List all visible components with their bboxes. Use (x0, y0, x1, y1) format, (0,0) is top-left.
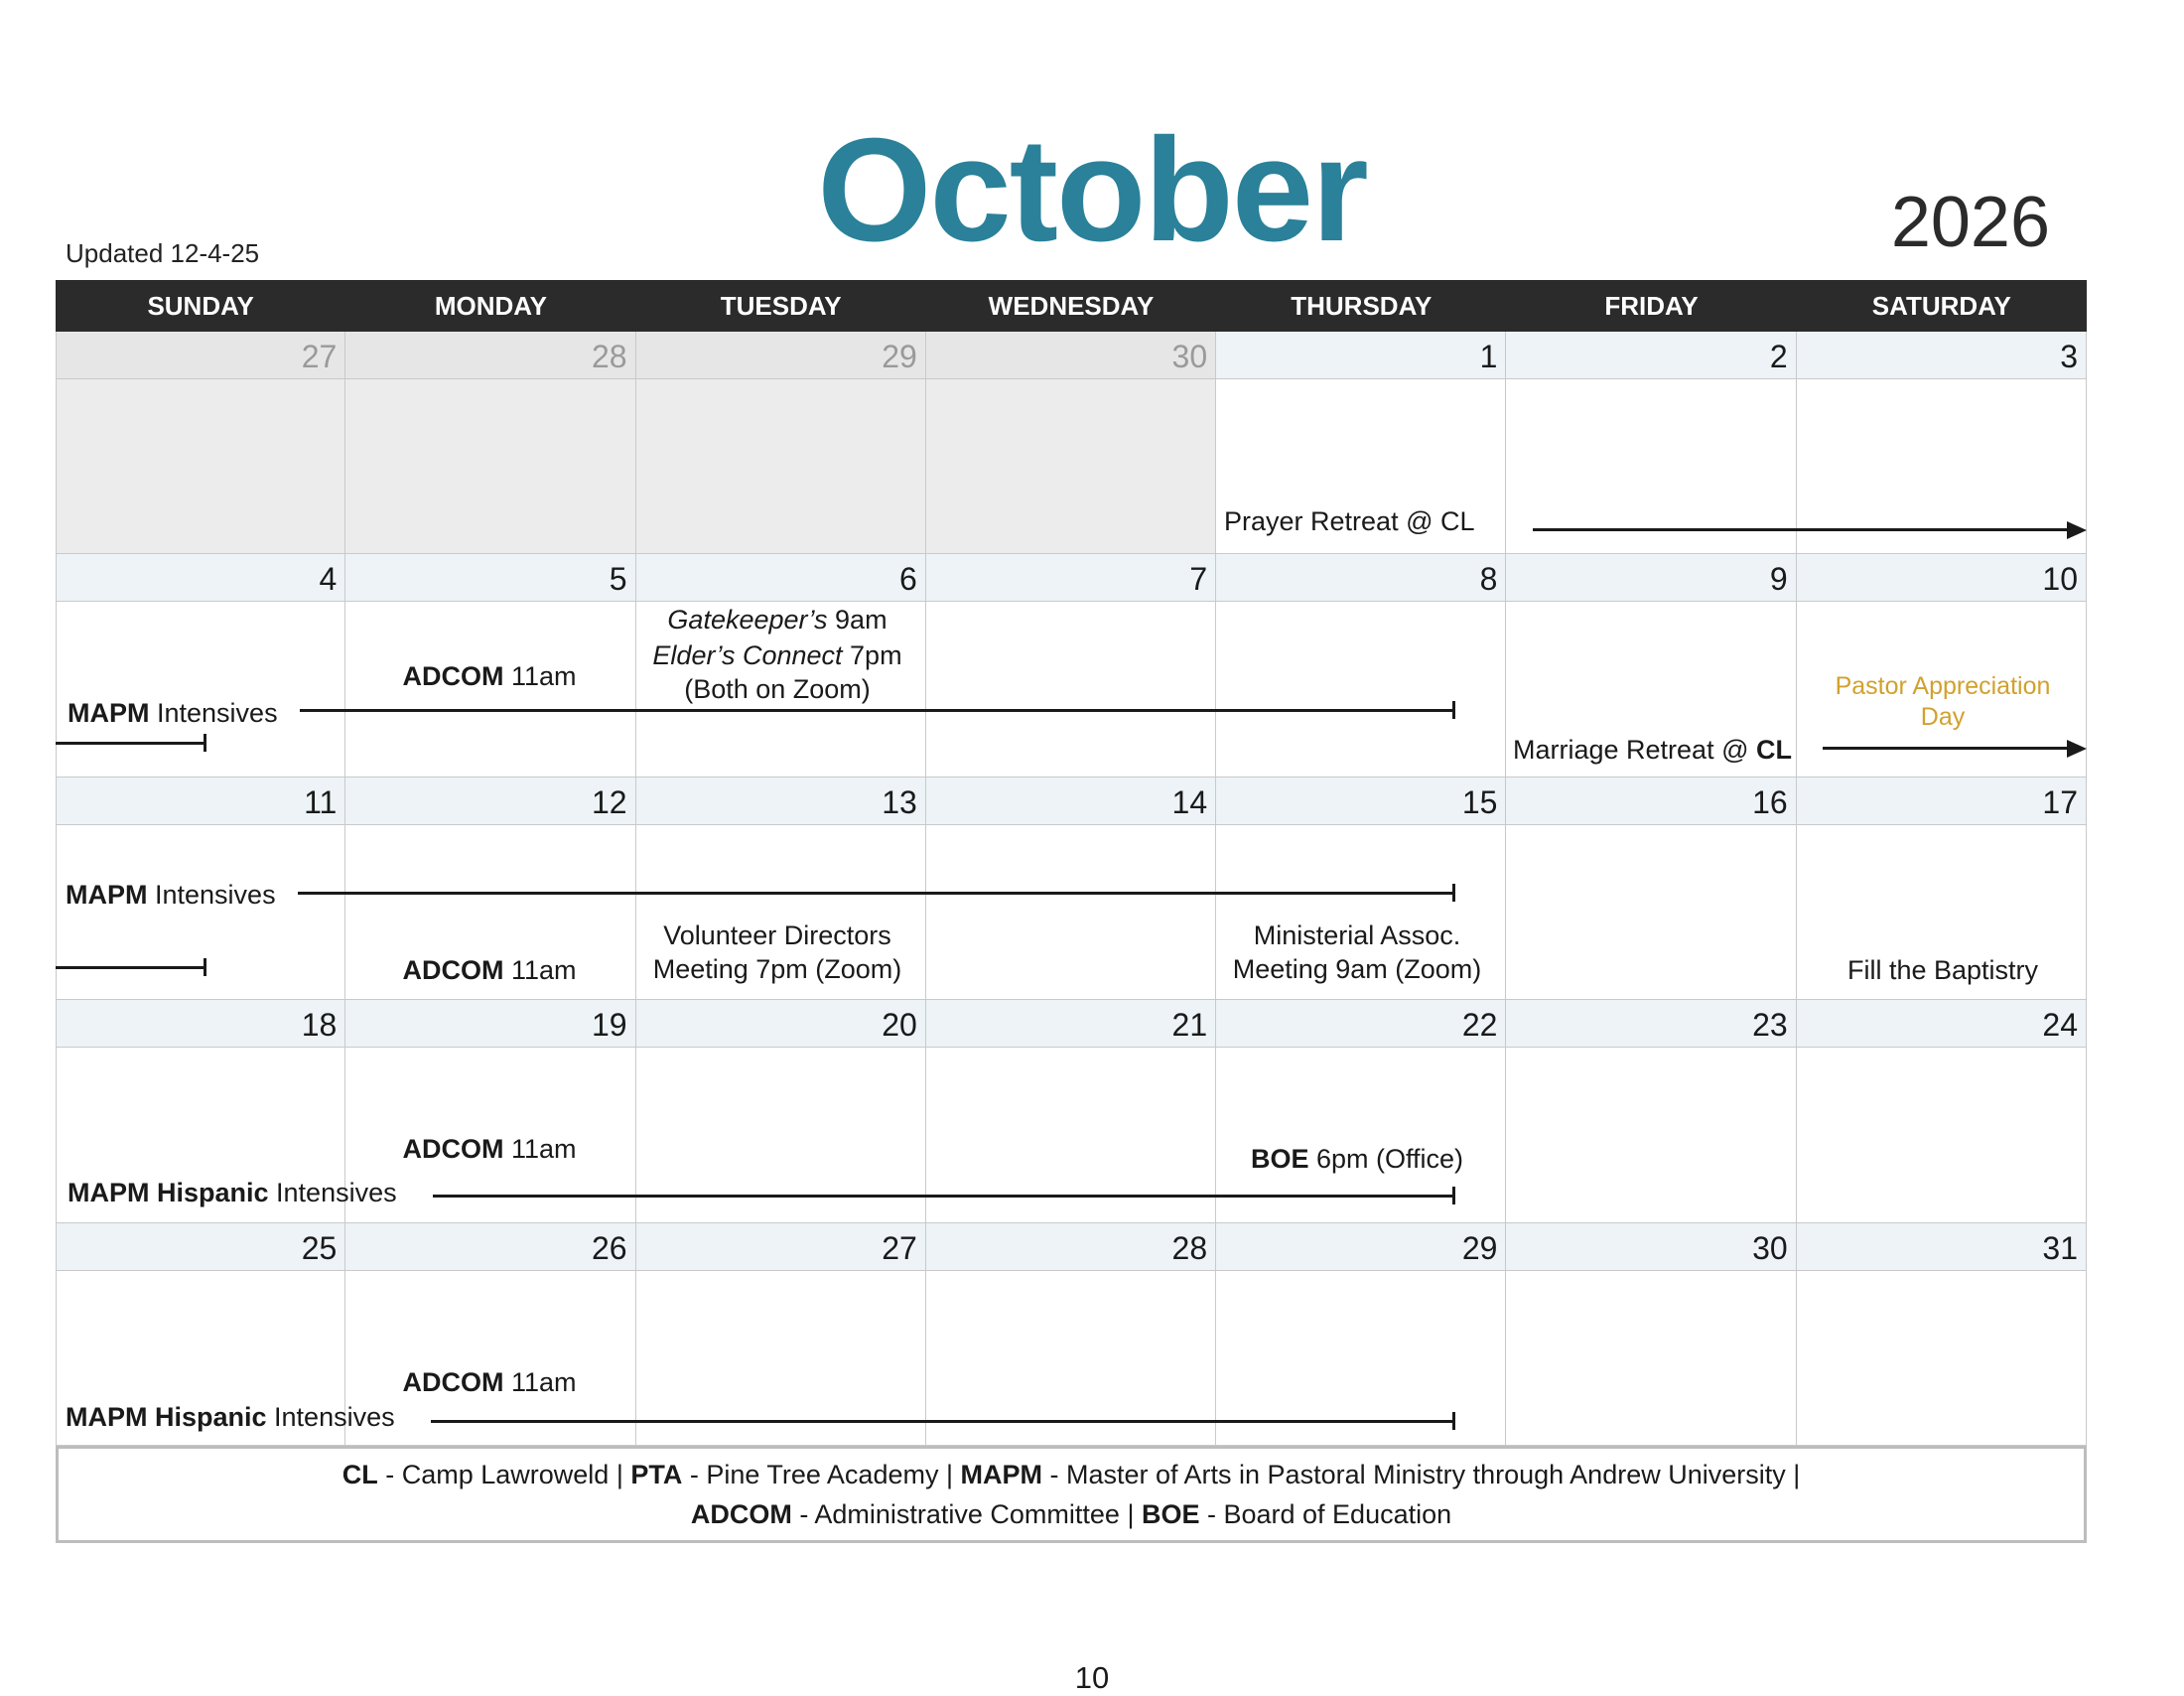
intensives-label: Intensives (266, 1402, 395, 1432)
weekday-header (56, 280, 2087, 332)
legend-mapm-def: - Master of Arts in Pastoral Ministry through Andrew University | (1041, 1460, 1801, 1489)
adcom-time: 11am (503, 661, 577, 691)
event-continuation-line (56, 966, 206, 969)
calendar-day (926, 1000, 1216, 1222)
mapm-label: MAPM (68, 698, 150, 728)
event-both-zoom: (Both on Zoom) (684, 674, 871, 704)
marriage-retreat-label: Marriage Retreat @ (1513, 735, 1756, 765)
event-span-line (431, 1420, 1455, 1423)
adcom-label: ADCOM (402, 661, 504, 691)
event-mapm-intensives (68, 696, 278, 730)
day-number: 10 (1797, 554, 2086, 602)
event-span-line (1533, 528, 2069, 531)
weekday-wednesday: WEDNESDAY (988, 291, 1155, 321)
event-volunteer-line1: Volunteer Directors (663, 920, 891, 950)
legend-line1 (59, 1455, 2084, 1494)
arrow-right-icon (2067, 740, 2087, 758)
day-number: 11 (56, 777, 344, 825)
intensives-label: Intensives (147, 880, 276, 910)
calendar-day (636, 1000, 926, 1222)
weekday-tuesday: TUESDAY (720, 291, 842, 321)
event-span-line (1823, 747, 2069, 750)
legend-cl-def: - Camp Lawroweld | (377, 1460, 631, 1489)
event-elders-connect (633, 638, 921, 672)
day-number: 27 (56, 332, 344, 379)
event-continuation-line (56, 742, 206, 745)
event-volunteer-line2: Meeting 7pm (Zoom) (652, 954, 902, 984)
mapm-label: MAPM (66, 880, 148, 910)
span-end-tick (204, 734, 206, 752)
year-label: 2026 (1890, 183, 2050, 262)
abbreviation-legend (56, 1446, 2087, 1543)
day-number: 12 (345, 777, 634, 825)
calendar-day (926, 554, 1216, 777)
adcom-time: 11am (503, 955, 577, 985)
day-number: 21 (926, 1000, 1215, 1048)
legend-adcom: ADCOM (690, 1499, 792, 1529)
intensives-label: Intensives (149, 698, 278, 728)
day-number: 18 (56, 1000, 344, 1048)
calendar-day-prev-month (56, 332, 345, 554)
legend-mapm: MAPM (960, 1460, 1042, 1489)
adcom-label: ADCOM (402, 1134, 504, 1164)
calendar-day (1216, 1000, 1506, 1222)
day-number: 16 (1506, 777, 1795, 825)
event-span-line (300, 709, 1455, 712)
calendar-day (926, 777, 1216, 1000)
span-end-tick (1452, 701, 1455, 719)
boe-time: 6pm (Office) (1308, 1144, 1464, 1174)
mapm-hispanic-label: MAPM Hispanic (68, 1178, 269, 1207)
day-number: 23 (1506, 1000, 1795, 1048)
calendar-day (1797, 1223, 2087, 1446)
event-adcom (355, 953, 623, 987)
calendar-day (1506, 777, 1796, 1000)
event-prayer-retreat: Prayer Retreat @ CL (1224, 506, 1475, 536)
elders-label: Elder’s Connect (652, 640, 843, 670)
event-boe (1213, 1142, 1501, 1176)
day-number: 6 (636, 554, 925, 602)
event-span-line (433, 1195, 1455, 1198)
day-number: 13 (636, 777, 925, 825)
legend-pta: PTA (630, 1460, 683, 1489)
day-number: 26 (345, 1223, 634, 1271)
day-number: 2 (1506, 332, 1795, 379)
gatekeepers-label: Gatekeeper’s (667, 605, 828, 635)
page-number: 10 (1074, 1660, 1110, 1695)
calendar-day (1797, 332, 2087, 554)
updated-label: Updated 12-4-25 (66, 238, 260, 268)
day-number: 3 (1797, 332, 2086, 379)
weekday-friday: FRIDAY (1604, 291, 1699, 321)
day-number: 17 (1797, 777, 2086, 825)
calendar-day-prev-month (926, 332, 1216, 554)
event-mapm-intensives (66, 878, 276, 912)
legend-pta-def: - Pine Tree Academy | (682, 1460, 961, 1489)
day-number: 15 (1216, 777, 1505, 825)
month-title: October (817, 108, 1367, 272)
calendar-day (1506, 332, 1796, 554)
span-end-tick (204, 958, 206, 976)
event-adcom (355, 1365, 623, 1399)
event-ministerial-line2: Meeting 9am (Zoom) (1232, 954, 1482, 984)
span-end-tick (1452, 1412, 1455, 1430)
event-pastor-appreciation-line1: Pastor Appreciation (1835, 672, 2051, 700)
legend-cl: CL (341, 1460, 378, 1489)
event-mapm-hispanic (68, 1176, 397, 1209)
elders-time: 7pm (842, 640, 902, 670)
day-number: 31 (1797, 1223, 2086, 1271)
day-number: 7 (926, 554, 1215, 602)
legend-boe-def: - Board of Education (1199, 1499, 1452, 1529)
legend-boe: BOE (1141, 1499, 1200, 1529)
adcom-time: 11am (503, 1134, 577, 1164)
day-number: 29 (1216, 1223, 1505, 1271)
arrow-right-icon (2067, 521, 2087, 539)
calendar-day-prev-month (636, 332, 926, 554)
gatekeepers-time: 9am (827, 605, 887, 635)
mapm-hispanic-label: MAPM Hispanic (66, 1402, 267, 1432)
day-number: 22 (1216, 1000, 1505, 1048)
calendar-day (1216, 554, 1506, 777)
weekday-monday: MONDAY (434, 291, 547, 321)
event-adcom (355, 659, 623, 693)
calendar-day (1797, 1000, 2087, 1222)
legend-adcom-def: - Administrative Committee | (791, 1499, 1142, 1529)
day-number: 1 (1216, 332, 1505, 379)
day-number: 19 (345, 1000, 634, 1048)
event-gatekeepers (633, 603, 921, 636)
calendar-day-prev-month (345, 332, 635, 554)
event-marriage-retreat (1513, 733, 1792, 767)
calendar-day (1506, 1000, 1796, 1222)
boe-label: BOE (1250, 1144, 1309, 1174)
intensives-label: Intensives (268, 1178, 397, 1207)
day-number: 28 (926, 1223, 1215, 1271)
day-number: 29 (636, 332, 925, 379)
day-number: 30 (1506, 1223, 1795, 1271)
day-number: 27 (636, 1223, 925, 1271)
calendar-day (636, 1223, 926, 1446)
legend-line2 (59, 1494, 2084, 1534)
event-span-line (298, 892, 1455, 895)
day-number: 14 (926, 777, 1215, 825)
event-ministerial-line1: Ministerial Assoc. (1253, 920, 1461, 950)
calendar-day (1797, 554, 2087, 777)
span-end-tick (1452, 1187, 1455, 1204)
calendar-day (1216, 1223, 1506, 1446)
cl-label: CL (1756, 735, 1792, 765)
event-mapm-hispanic (66, 1400, 395, 1434)
calendar-day (1506, 1223, 1796, 1446)
day-number: 30 (926, 332, 1215, 379)
day-number: 25 (56, 1223, 344, 1271)
day-number: 8 (1216, 554, 1505, 602)
day-number: 24 (1797, 1000, 2086, 1048)
event-fill-baptistry: Fill the Baptistry (1846, 955, 2039, 985)
adcom-label: ADCOM (402, 955, 504, 985)
weekday-thursday: THURSDAY (1291, 291, 1433, 321)
calendar-day (926, 1223, 1216, 1446)
adcom-time: 11am (503, 1367, 577, 1397)
event-pastor-appreciation-line2: Day (1920, 703, 1966, 731)
day-number: 4 (56, 554, 344, 602)
day-number: 9 (1506, 554, 1795, 602)
weekday-saturday: SATURDAY (1871, 291, 2011, 321)
day-number: 20 (636, 1000, 925, 1048)
weekday-sunday: SUNDAY (147, 291, 254, 321)
day-number: 5 (345, 554, 634, 602)
span-end-tick (1452, 884, 1455, 902)
event-adcom (355, 1132, 623, 1166)
day-number: 28 (345, 332, 634, 379)
adcom-label: ADCOM (402, 1367, 504, 1397)
